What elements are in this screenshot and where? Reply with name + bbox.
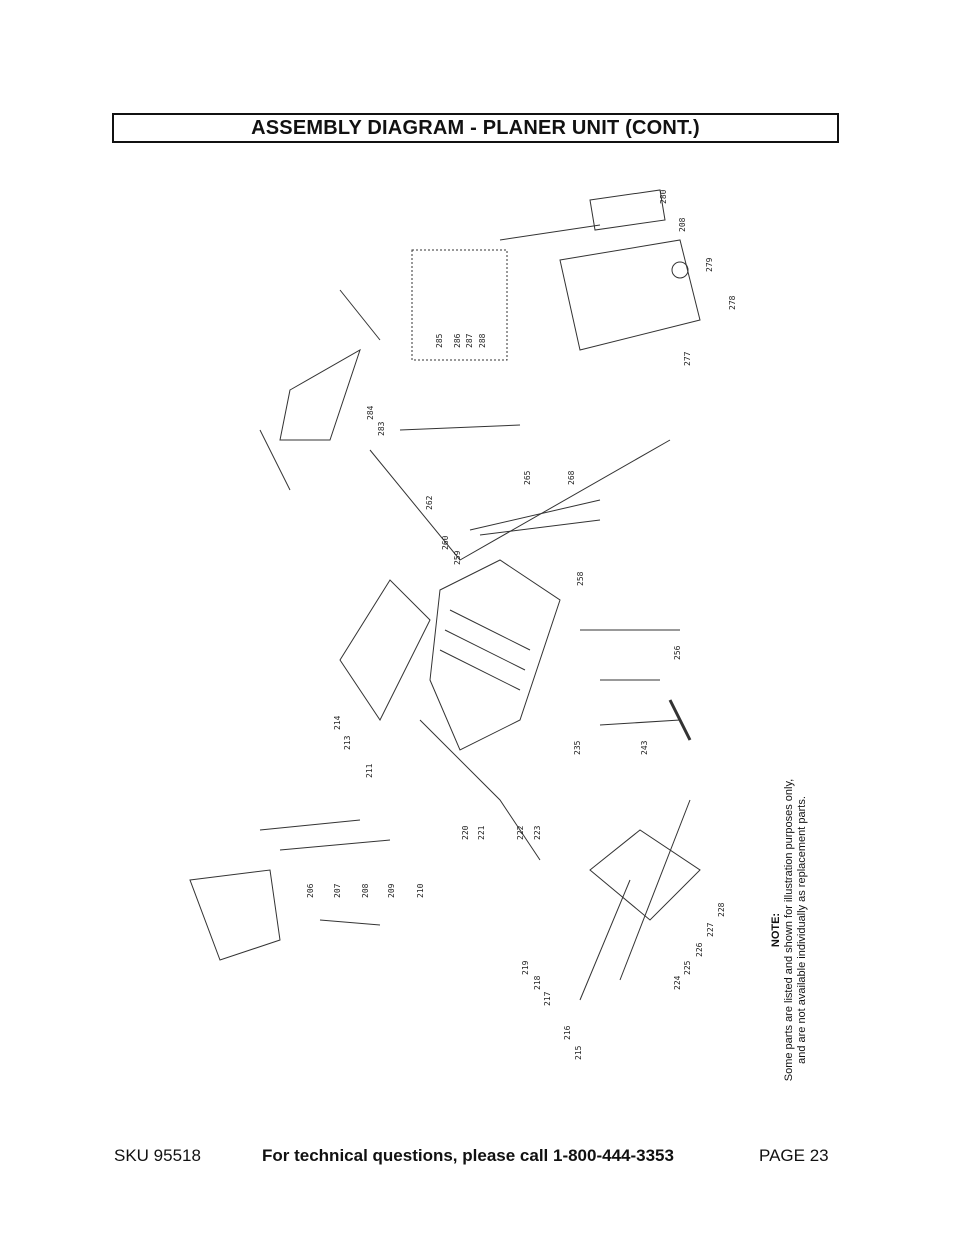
svg-text:221: 221 — [477, 825, 486, 840]
svg-text:286: 286 — [453, 333, 462, 348]
svg-text:277: 277 — [683, 351, 692, 366]
svg-text:216: 216 — [563, 1025, 572, 1040]
svg-text:209: 209 — [387, 883, 396, 898]
tech-support-text: For technical questions, please call 1-800-444-3353 — [262, 1146, 674, 1165]
note-line-2: and are not available individually as replacement parts. — [796, 796, 808, 1064]
svg-text:220: 220 — [461, 825, 470, 840]
part-label-group — [306, 189, 737, 1060]
svg-text:283: 283 — [377, 421, 386, 436]
upper-rail-right — [340, 290, 380, 340]
sku-text: SKU 95518 — [114, 1146, 201, 1165]
note-line-1: Some parts are listed and shown for illustration purposes only, — [783, 778, 795, 1082]
roller-c — [480, 520, 600, 535]
svg-text:284: 284 — [366, 405, 375, 420]
lower-table — [340, 580, 430, 720]
upper-table — [280, 350, 360, 440]
svg-text:278: 278 — [728, 295, 737, 310]
svg-text:279: 279 — [705, 257, 714, 272]
top-strip — [500, 225, 600, 240]
svg-text:215: 215 — [574, 1045, 583, 1060]
svg-text:228: 228 — [717, 902, 726, 917]
svg-text:222: 222 — [516, 825, 525, 840]
svg-text:288: 288 — [478, 333, 487, 348]
svg-text:211: 211 — [365, 763, 374, 778]
svg-text:213: 213 — [343, 735, 352, 750]
svg-text:207: 207 — [333, 883, 342, 898]
upper-rail-left — [260, 430, 290, 490]
svg-text:258: 258 — [576, 571, 585, 586]
svg-text:268: 268 — [567, 470, 576, 485]
svg-text:262: 262 — [425, 495, 434, 510]
svg-text:235: 235 — [573, 740, 582, 755]
svg-text:256: 256 — [673, 645, 682, 660]
svg-text:243: 243 — [640, 740, 649, 755]
svg-text:285: 285 — [435, 333, 444, 348]
note-block — [770, 760, 860, 1100]
page-footer — [0, 1146, 954, 1170]
left-cover — [190, 870, 280, 960]
svg-text:227: 227 — [706, 922, 715, 937]
svg-text:223: 223 — [533, 825, 542, 840]
svg-text:218: 218 — [533, 975, 542, 990]
svg-text:210: 210 — [416, 883, 425, 898]
page-title: ASSEMBLY DIAGRAM - PLANER UNIT (CONT.) — [251, 116, 700, 139]
svg-text:280: 280 — [659, 189, 668, 204]
svg-text:206: 206 — [306, 883, 315, 898]
roller-b — [470, 500, 600, 530]
svg-text:225: 225 — [683, 960, 692, 975]
page-title-box — [112, 113, 839, 143]
svg-text:224: 224 — [673, 975, 682, 990]
svg-text:208: 208 — [678, 217, 687, 232]
svg-text:219: 219 — [521, 960, 530, 975]
assembly-diagram — [180, 180, 840, 1080]
lower-right-table — [590, 830, 700, 920]
roller-a — [400, 425, 520, 430]
svg-text:226: 226 — [695, 942, 704, 957]
svg-text:217: 217 — [543, 991, 552, 1006]
name-plate — [590, 190, 665, 230]
note-heading: NOTE: — [770, 912, 782, 948]
svg-text:260: 260 — [441, 535, 450, 550]
page-number: PAGE 23 — [759, 1146, 829, 1165]
top-cover — [560, 240, 700, 350]
svg-text:287: 287 — [465, 333, 474, 348]
svg-text:259: 259 — [453, 550, 462, 565]
svg-text:208: 208 — [361, 883, 370, 898]
svg-text:214: 214 — [333, 715, 342, 730]
knob-part — [672, 262, 688, 278]
svg-text:265: 265 — [523, 470, 532, 485]
